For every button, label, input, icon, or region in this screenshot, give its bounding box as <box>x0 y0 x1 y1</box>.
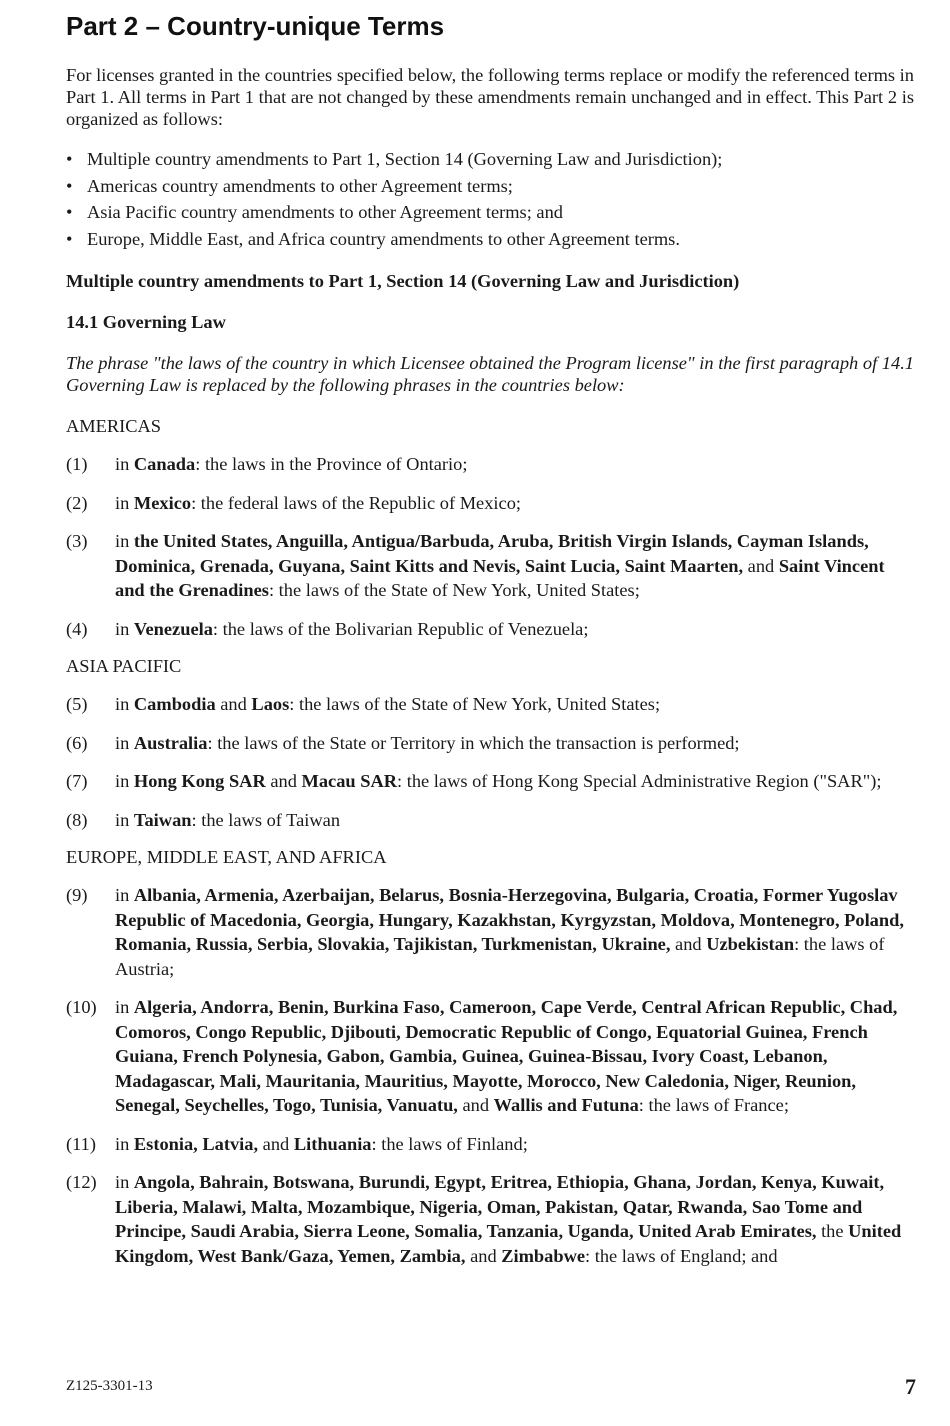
outline-item <box>66 199 914 226</box>
country-names: Wallis and Futuna <box>493 1095 639 1115</box>
item-number: (6) <box>66 732 88 753</box>
item-text <box>115 808 914 833</box>
numbered-item <box>66 491 914 516</box>
item-text-segment: : the laws of Taiwan <box>191 809 341 830</box>
item-text-segment: in <box>115 454 134 474</box>
item-text-segment: : the laws of the Bolivarian Republic of Venezuela; <box>212 618 589 639</box>
document-id: Z125-3301-13 <box>66 1378 153 1394</box>
numbered-item <box>66 995 914 1118</box>
numbered-item <box>66 769 914 794</box>
numbered-item <box>66 1170 914 1268</box>
numbered-item <box>66 883 914 981</box>
country-names: Algeria, Andorra, Benin, Burkina Faso, Cameroon, Cape Verde, Central African Republic, Chad, Comoros, Congo Republic, Djibouti, Democratic Republic of Congo, Equatorial Guinea, French Guiana, French Polynesia, Gabon, Gambia, Guinea, Guinea-Bissau, Ivory Coast, Lebanon, Madagascar, Mali, Mauritania, Mauritius, Mayotte, Morocco, New Caledonia, Niger, Reunion, Senegal, Seychelles, Togo, Tunisia, Vanuatu, <box>115 997 898 1115</box>
country-names: Angola, Bahrain, Botswana, Burundi, Egypt, Eritrea, Ethiopia, Ghana, Jordan, Kenya, Kuwait, Liberia, Malawi, Malta, Mozambique, Nigeria, Oman, Pakistan, Qatar, Rwanda, Sao Tome and Principe, Saudi Arabia, Sierra Leone, Somalia, Tanzania, Uganda, United Arab Emirates, <box>115 1172 885 1241</box>
item-text-segment: in <box>115 1133 134 1154</box>
outline-item-text: Americas country amendments to other Agreement terms; <box>87 175 513 196</box>
item-text <box>115 995 914 1118</box>
item-number: (7) <box>66 771 88 791</box>
subsection-heading: 14.1 Governing Law <box>66 312 226 332</box>
item-text <box>115 452 914 477</box>
italic-note: The phrase "the laws of the country in which Licensee obtained the Program license" in the first paragraph of 14.1 Governing Law is replaced by the following phrases in the countries below: <box>66 353 914 395</box>
item-text <box>115 731 914 756</box>
country-names: the United States, Anguilla, Antigua/Barbuda, Aruba, British Virgin Islands, Cayman Islands, Dominica, Grenada, Guyana, Saint Kitts and Nevis, Saint Lucia, Saint Maarten, <box>115 531 869 576</box>
item-text-segment: : the laws of England; and <box>585 1245 778 1266</box>
item-text-segment: in <box>115 694 134 714</box>
country-names: Albania, Armenia, Azerbaijan, Belarus, Bosnia-Herzegovina, Bulgaria, Croatia, Former Yugoslav Republic of Macedonia, Georgia, Hungary, Kazakhstan, Kyrgyzstan, Moldova, Montenegro, Poland, Romania, Russia, Serbia, Slovakia, Tajikistan, Turkmenistan, Ukraine, <box>115 885 904 954</box>
outline-list <box>66 146 914 252</box>
item-text-segment: and <box>265 771 302 791</box>
outline-item-text: Asia Pacific country amendments to other Agreement terms; and <box>87 202 563 222</box>
item-text <box>115 692 914 717</box>
country-names: Laos <box>251 694 290 714</box>
item-number: (3) <box>66 531 88 551</box>
country-names: Lithuania <box>293 1133 372 1154</box>
region-list <box>66 415 914 1268</box>
item-text-segment: in <box>115 531 134 551</box>
country-names: Hong Kong SAR <box>133 771 266 791</box>
country-names: Cambodia <box>133 694 216 714</box>
item-text-segment: : the laws of the State of New York, United States; <box>289 694 661 714</box>
country-names: Estonia, Latvia, <box>133 1133 259 1154</box>
item-text-segment: in <box>115 997 134 1017</box>
item-text-segment: in <box>115 492 134 513</box>
outline-item <box>66 146 914 173</box>
item-text <box>115 883 914 981</box>
item-text-segment: in <box>115 809 134 830</box>
item-text-segment: : the laws of France; <box>638 1095 789 1115</box>
item-number: (4) <box>66 618 88 639</box>
outline-item-text: Multiple country amendments to Part 1, Section 14 (Governing Law and Jurisdiction); <box>87 149 723 169</box>
item-text-segment: : the laws in the Province of Ontario; <box>195 454 468 474</box>
numbered-item <box>66 731 914 756</box>
region-heading: ASIA PACIFIC <box>66 656 182 676</box>
item-number: (2) <box>66 492 88 513</box>
bullet-glyph: • <box>66 175 73 196</box>
item-text <box>115 529 914 603</box>
item-text-segment: and <box>258 1133 294 1154</box>
item-number: (5) <box>66 694 88 714</box>
item-text-segment: and <box>465 1245 502 1266</box>
item-number: (12) <box>66 1172 97 1192</box>
country-names: Venezuela <box>133 618 213 639</box>
numbered-item <box>66 1132 914 1157</box>
item-text <box>115 769 914 794</box>
item-text-segment: : the federal laws of the Republic of Mexico; <box>191 492 521 513</box>
bullet-glyph: • <box>66 202 73 222</box>
country-names: Australia <box>133 732 208 753</box>
item-text <box>115 1132 914 1157</box>
region-heading: EUROPE, MIDDLE EAST, AND AFRICA <box>66 847 387 867</box>
country-names: Macau SAR <box>301 771 398 791</box>
item-text-segment: : the laws of Finland; <box>371 1133 528 1154</box>
item-text-segment: in <box>115 771 134 791</box>
item-text-segment: : the laws of Austria; <box>115 934 885 979</box>
country-names: United Kingdom, West Bank/Gaza, Yemen, Zambia, <box>115 1221 902 1266</box>
item-text <box>115 491 914 516</box>
item-text-segment: the <box>816 1221 849 1241</box>
item-number: (8) <box>66 809 88 830</box>
numbered-item <box>66 529 914 603</box>
item-text-segment: : the laws of the State or Territory in which the transaction is performed; <box>207 732 740 753</box>
country-names: Canada <box>133 454 196 474</box>
item-text-segment: and <box>743 555 779 576</box>
item-text-segment: in <box>115 1172 134 1192</box>
intro-paragraph: For licenses granted in the countries specified below, the following terms replace or modify the referenced terms in Part 1. All terms in Part 1 that are not changed by these amendments remain unchanged and in effect. This Part 2 is organized as follows: <box>66 65 914 129</box>
item-text-segment: and <box>215 694 252 714</box>
item-text-segment: in <box>115 618 134 639</box>
bullet-glyph: • <box>66 228 73 249</box>
country-names: Mexico <box>133 492 192 513</box>
item-number: (1) <box>66 454 88 474</box>
numbered-item <box>66 617 914 642</box>
numbered-item <box>66 452 914 477</box>
item-text-segment: and <box>670 934 707 954</box>
country-names: Zimbabwe <box>501 1245 586 1266</box>
item-text-segment: : the laws of the State of New York, United States; <box>268 580 640 600</box>
outline-item-text: Europe, Middle East, and Africa country amendments to other Agreement terms. <box>87 228 680 249</box>
document-page <box>66 10 914 1282</box>
item-number: (9) <box>66 885 88 905</box>
item-number: (11) <box>66 1133 96 1154</box>
numbered-item <box>66 692 914 717</box>
country-names: Taiwan <box>133 809 192 830</box>
bullet-glyph: • <box>66 149 73 169</box>
page-number: 7 <box>905 1374 916 1399</box>
numbered-item <box>66 808 914 833</box>
outline-item <box>66 226 914 253</box>
item-text <box>115 617 914 642</box>
item-text-segment: and <box>457 1095 494 1115</box>
item-text <box>115 1170 914 1268</box>
page-title: Part 2 – Country-unique Terms <box>66 11 445 41</box>
country-names: Saint Vincent and the Grenadines <box>115 555 885 600</box>
item-number: (10) <box>66 997 97 1017</box>
item-text-segment: : the laws of Hong Kong Special Administrative Region ("SAR"); <box>397 771 882 791</box>
region-heading: AMERICAS <box>66 416 162 436</box>
item-text-segment: in <box>115 885 134 905</box>
section-heading: Multiple country amendments to Part 1, Section 14 (Governing Law and Jurisdiction) <box>66 271 740 291</box>
outline-item <box>66 173 914 200</box>
country-names: Uzbekistan <box>706 934 795 954</box>
item-text-segment: in <box>115 732 134 753</box>
